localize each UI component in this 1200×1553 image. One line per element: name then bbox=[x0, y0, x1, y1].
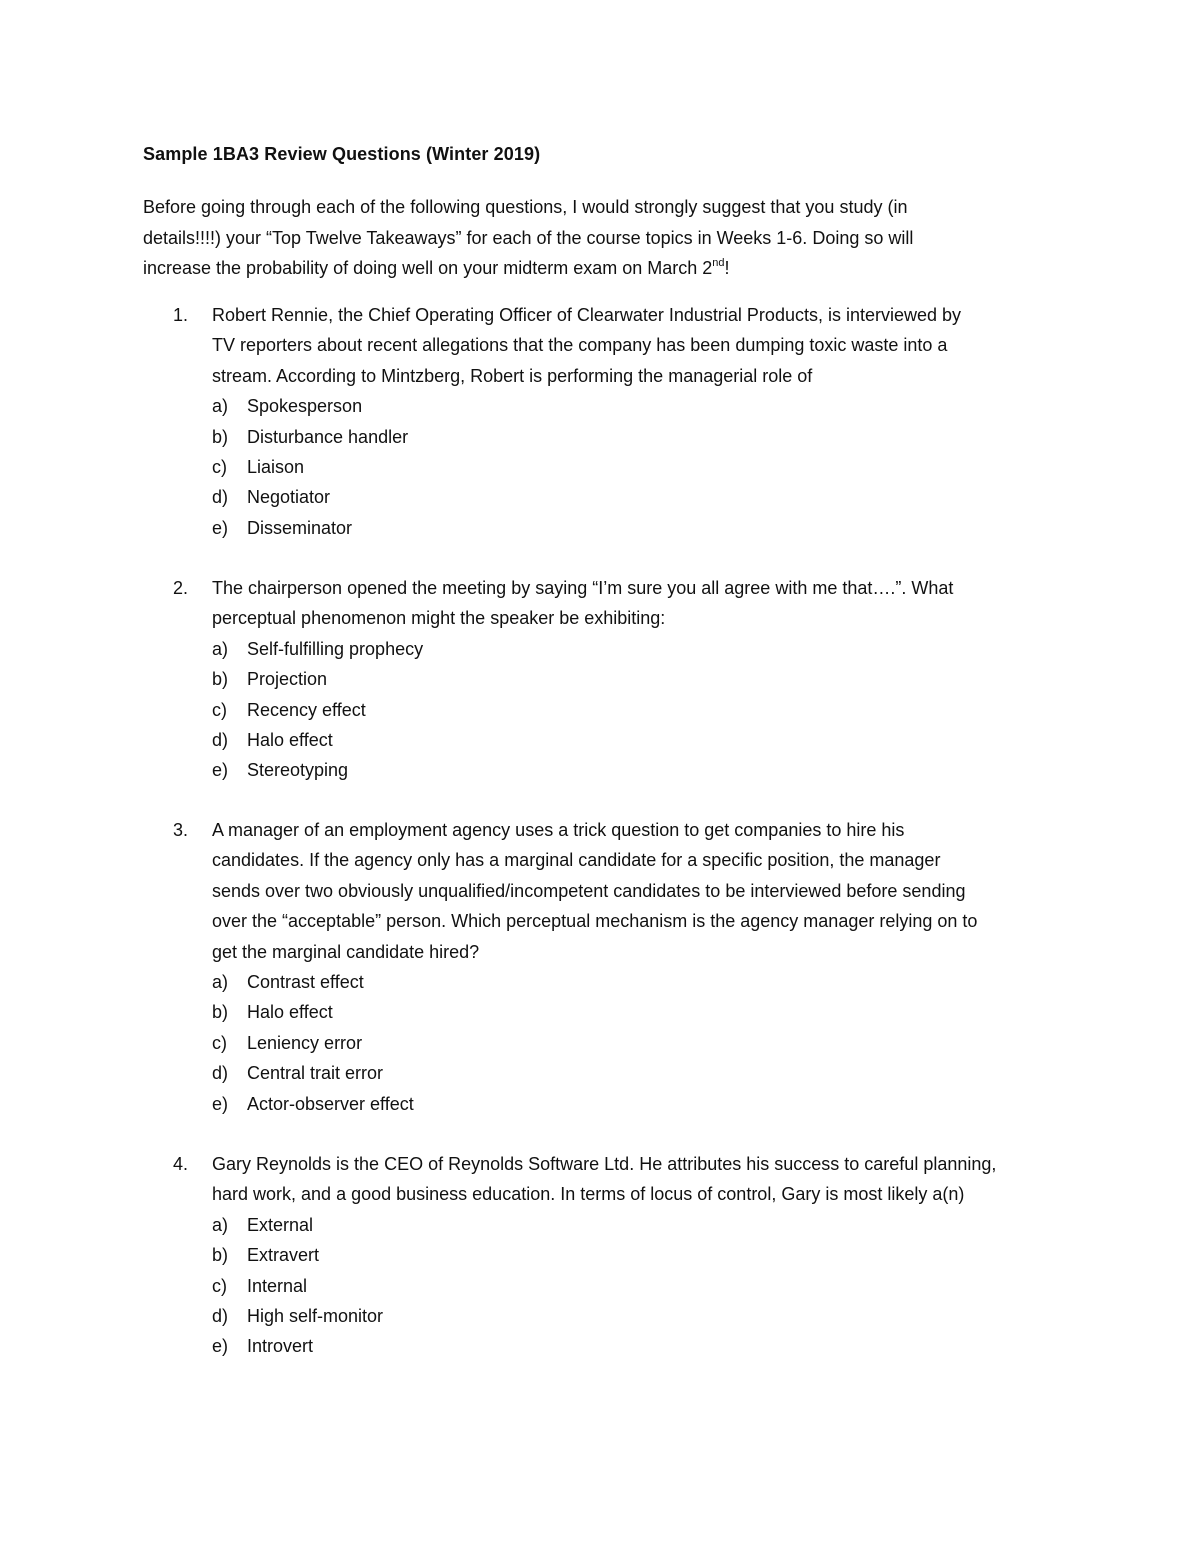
answer-option bbox=[212, 634, 1073, 664]
option-letter: e) bbox=[212, 517, 229, 538]
answer-option bbox=[212, 482, 1073, 512]
question-line: get the marginal candidate hired? bbox=[212, 941, 480, 962]
option-letter: c) bbox=[212, 699, 227, 720]
question-line: Robert Rennie, the Chief Operating Officer of Clearwater Industrial Products, is interviewed by bbox=[212, 305, 962, 325]
answer-options bbox=[212, 1210, 1073, 1362]
question-text bbox=[212, 815, 1073, 967]
option-text: Halo effect bbox=[247, 729, 333, 750]
option-text: Disturbance handler bbox=[247, 426, 409, 447]
option-text: Extravert bbox=[247, 1245, 320, 1266]
option-text: Projection bbox=[247, 669, 328, 690]
answer-option bbox=[212, 1240, 1073, 1270]
answer-option bbox=[212, 967, 1073, 997]
option-text: Negotiator bbox=[247, 487, 331, 508]
option-text: Halo effect bbox=[247, 1002, 333, 1023]
option-letter: d) bbox=[212, 487, 229, 508]
question-1 bbox=[173, 300, 1073, 543]
option-letter: e) bbox=[212, 760, 229, 781]
ordinal-superscript: nd bbox=[712, 257, 725, 269]
question-2 bbox=[173, 573, 1073, 786]
question-line: hard work, and a good business education. In terms of locus of control, Gary is most likely a(n) bbox=[212, 1184, 965, 1205]
option-letter: a) bbox=[212, 972, 229, 993]
option-text: Central trait error bbox=[247, 1063, 384, 1084]
intro-last-line: increase the probability of doing well on your midterm exam on March 2 bbox=[143, 258, 713, 278]
question-line: sends over two obviously unqualified/incompetent candidates to be interviewed before sending bbox=[212, 880, 966, 901]
option-letter: a) bbox=[212, 396, 229, 417]
question-number: 2. bbox=[173, 578, 189, 598]
question-number: 4. bbox=[173, 1154, 189, 1174]
answer-option bbox=[212, 1271, 1073, 1301]
question-3 bbox=[173, 815, 1073, 1119]
option-letter: d) bbox=[212, 1305, 229, 1326]
question-line: The chairperson opened the meeting by saying “I’m sure you all agree with me that….”. What bbox=[212, 578, 954, 598]
intro-line bbox=[143, 253, 1063, 284]
answer-option bbox=[212, 1089, 1073, 1119]
option-letter: c) bbox=[212, 1032, 227, 1053]
question-line: candidates. If the agency only has a marginal candidate for a specific position, the manager bbox=[212, 850, 941, 871]
option-letter: c) bbox=[212, 457, 227, 477]
option-text: Self-fulfilling prophecy bbox=[247, 638, 424, 659]
answer-option bbox=[212, 422, 1073, 452]
option-text: Introvert bbox=[247, 1336, 314, 1357]
answer-option bbox=[212, 725, 1073, 755]
intro-line: Before going through each of the following questions, I would strongly suggest that you study (in bbox=[143, 197, 908, 217]
option-letter: c) bbox=[212, 1275, 227, 1296]
option-letter: a) bbox=[212, 638, 229, 659]
answer-option bbox=[212, 755, 1073, 785]
option-text: Leniency error bbox=[247, 1032, 363, 1053]
question-line: A manager of an employment agency uses a trick question to get companies to hire his bbox=[212, 820, 905, 840]
answer-option bbox=[212, 391, 1073, 421]
option-text: Stereotyping bbox=[247, 760, 349, 781]
option-letter: e) bbox=[212, 1336, 229, 1357]
question-number: 3. bbox=[173, 820, 189, 840]
option-letter: e) bbox=[212, 1093, 229, 1114]
intro-last-line-end: ! bbox=[724, 258, 730, 278]
option-text: Liaison bbox=[247, 457, 305, 477]
question-line: stream. According to Mintzberg, Robert is performing the managerial role of bbox=[212, 365, 813, 386]
option-letter: a) bbox=[212, 1214, 229, 1235]
option-text: High self-monitor bbox=[247, 1305, 384, 1326]
option-text: Internal bbox=[247, 1275, 308, 1296]
answer-option bbox=[212, 1028, 1073, 1058]
answer-option bbox=[212, 1058, 1073, 1088]
option-letter: d) bbox=[212, 1063, 229, 1084]
option-letter: d) bbox=[212, 729, 229, 750]
answer-options bbox=[212, 634, 1073, 786]
question-text bbox=[212, 300, 1073, 391]
question-text bbox=[212, 1149, 1073, 1210]
question-line: Gary Reynolds is the CEO of Reynolds Software Ltd. He attributes his success to careful planning, bbox=[212, 1154, 997, 1174]
option-text: Actor-observer effect bbox=[247, 1093, 414, 1114]
answer-option bbox=[212, 997, 1073, 1027]
option-letter: b) bbox=[212, 1002, 229, 1023]
answer-option bbox=[212, 1331, 1073, 1361]
option-text: External bbox=[247, 1214, 314, 1235]
question-line: over the “acceptable” person. Which perceptual mechanism is the agency manager relying on to bbox=[212, 911, 978, 932]
option-text: Recency effect bbox=[247, 699, 366, 720]
answer-option bbox=[212, 513, 1073, 543]
option-text: Spokesperson bbox=[247, 396, 363, 417]
answer-options bbox=[212, 967, 1073, 1119]
option-letter: b) bbox=[212, 669, 229, 690]
answer-option bbox=[212, 695, 1073, 725]
question-line: TV reporters about recent allegations that the company has been dumping toxic waste into a bbox=[212, 335, 948, 356]
answer-options bbox=[212, 391, 1073, 543]
option-text: Contrast effect bbox=[247, 972, 364, 993]
document-title: Sample 1BA3 Review Questions (Winter 2019) bbox=[143, 144, 541, 164]
answer-option bbox=[212, 664, 1073, 694]
option-letter: b) bbox=[212, 426, 229, 447]
question-4 bbox=[173, 1149, 1073, 1362]
intro-paragraph bbox=[143, 192, 1063, 284]
intro-line: details!!!!) your “Top Twelve Takeaways” for each of the course topics in Weeks 1-6. Doing so will bbox=[143, 227, 914, 248]
option-text: Disseminator bbox=[247, 517, 353, 538]
answer-option bbox=[212, 1210, 1073, 1240]
answer-option bbox=[212, 1301, 1073, 1331]
question-line: perceptual phenomenon might the speaker be exhibiting: bbox=[212, 608, 666, 629]
question-text bbox=[212, 573, 1073, 634]
option-letter: b) bbox=[212, 1245, 229, 1266]
answer-option bbox=[212, 452, 1073, 482]
question-number: 1. bbox=[173, 305, 189, 325]
